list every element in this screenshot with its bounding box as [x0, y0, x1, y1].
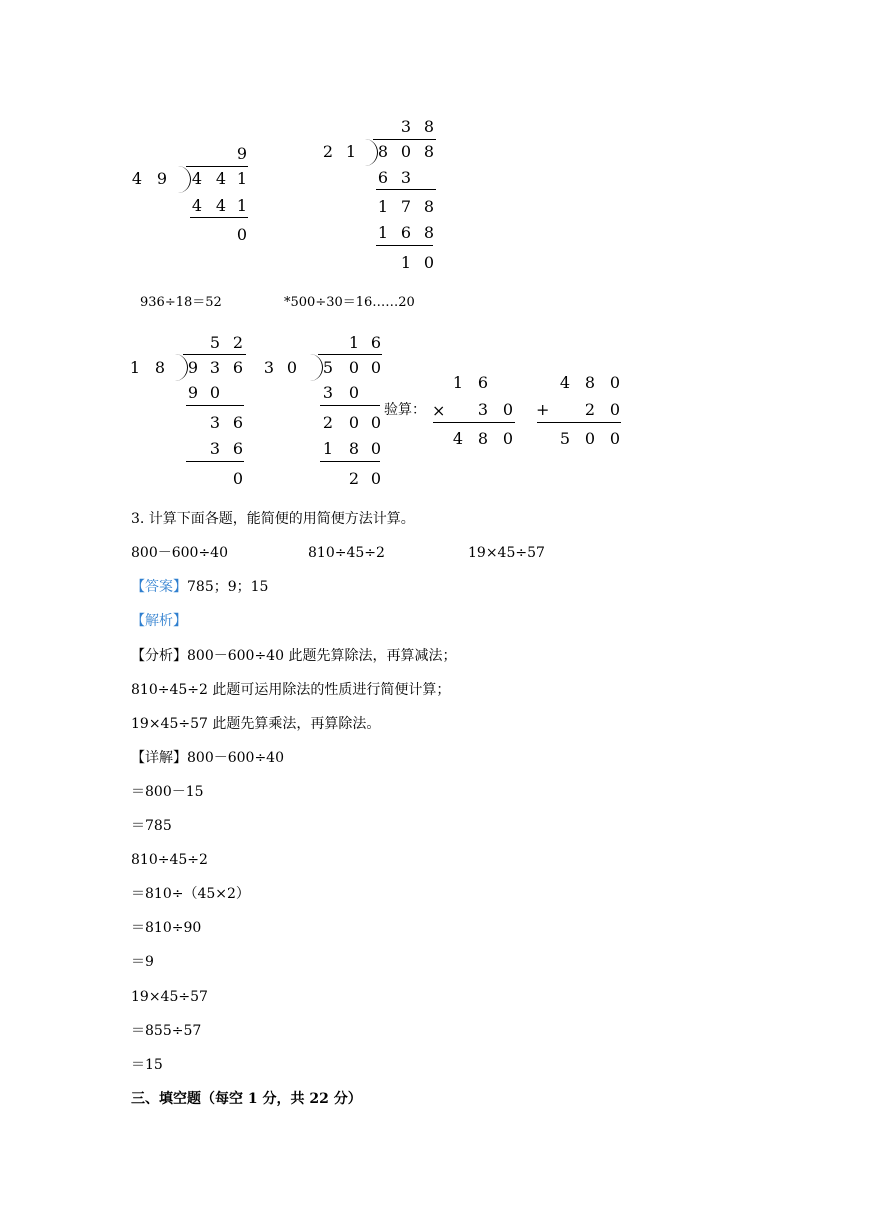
add-result-digit: 0	[609, 429, 621, 448]
mul-digit: 0	[502, 400, 514, 419]
divisor-digit: 0	[286, 358, 298, 377]
detail-line: ＝785	[131, 818, 172, 834]
divisor-digit: 1	[345, 142, 357, 161]
addition-line	[537, 422, 621, 423]
quotient-digit: 9	[236, 144, 248, 163]
answer-line	[131, 580, 268, 594]
step-digit: 1	[377, 223, 389, 242]
detail-line: ＝15	[131, 1057, 163, 1073]
mul-result-digit: 0	[502, 429, 514, 448]
detail-line: ＝9	[131, 954, 154, 970]
subtraction-line	[186, 405, 244, 406]
step-digit: 3	[209, 413, 221, 432]
dividend-digit: 4	[191, 169, 203, 188]
step-digit: 0	[370, 439, 382, 458]
add-digit: 2	[584, 400, 596, 419]
step-digit: 8	[423, 197, 435, 216]
dividend-digit: 1	[236, 169, 248, 188]
dividend-digit: 4	[215, 169, 227, 188]
question-3-title: 3. 计算下面各题，能简便的用简便方法计算。	[131, 511, 415, 527]
quotient-digit: 5	[209, 333, 221, 352]
step-digit: 0	[348, 383, 360, 402]
remainder-digit: 0	[236, 225, 248, 244]
mul-result-digit: 8	[477, 429, 489, 448]
subtraction-line	[320, 461, 380, 462]
step-digit: 0	[348, 413, 360, 432]
detail-line: 810÷45÷2	[131, 852, 208, 868]
quotient-digit: 2	[232, 333, 244, 352]
equation-936-div-18: 936÷18＝52	[140, 295, 222, 310]
step-digit: 8	[348, 439, 360, 458]
subtraction-line	[376, 189, 436, 190]
quotient-digit: 8	[423, 117, 435, 136]
mul-result-digit: 4	[452, 429, 464, 448]
mul-digit: 6	[477, 373, 489, 392]
analysis-line: 【分析】800－600÷40 此题先算除法，再算减法；	[131, 648, 457, 664]
step-digit: 3	[322, 383, 334, 402]
dividend-digit: 0	[370, 358, 382, 377]
step-digit: 6	[232, 413, 244, 432]
step-digit: 9	[187, 383, 199, 402]
step-digit: 7	[400, 197, 412, 216]
detail-line: ＝810÷90	[131, 920, 202, 936]
mul-digit: 3	[477, 400, 489, 419]
detail-line: ＝855÷57	[131, 1023, 202, 1039]
subtraction-line	[320, 405, 380, 406]
division-bar	[183, 354, 246, 355]
subtraction-line	[376, 245, 433, 246]
divisor-digit: 1	[129, 358, 141, 377]
mul-digit: 1	[452, 373, 464, 392]
division-bar	[186, 166, 248, 167]
step-digit: 6	[400, 223, 412, 242]
detail-line: ＝800－15	[131, 784, 204, 800]
step-digit: 4	[191, 196, 203, 215]
multiply-sign: ×	[432, 401, 446, 420]
quotient-digit: 1	[348, 333, 360, 352]
remainder-digit: 0	[370, 469, 382, 488]
remainder-digit: 1	[400, 253, 412, 272]
section-title: 三、填空题（每空 1 分，共 22 分）	[131, 1091, 362, 1107]
problem-item: 19×45÷57	[468, 545, 545, 561]
analysis-tag: 【解析】	[131, 613, 187, 629]
divisor-digit: 4	[131, 169, 143, 188]
divisor-digit: 8	[154, 358, 166, 377]
multiplication-line	[433, 422, 515, 423]
step-digit: 3	[209, 439, 221, 458]
step-digit: 1	[377, 197, 389, 216]
add-result-digit: 0	[584, 429, 596, 448]
remainder-digit: 0	[423, 253, 435, 272]
dividend-digit: 8	[377, 142, 389, 161]
step-digit: 6	[232, 439, 244, 458]
step-digit: 3	[400, 168, 412, 187]
analysis-line: 19×45÷57 此题先算乘法，再算除法。	[131, 716, 381, 732]
verification-label: 验算：	[384, 402, 426, 418]
problem-item: 800－600÷40	[131, 545, 228, 561]
dividend-digit: 0	[348, 358, 360, 377]
divisor-digit: 2	[322, 142, 334, 161]
step-digit: 8	[423, 223, 435, 242]
answer-tag: 【答案】	[131, 579, 187, 595]
division-bar	[318, 354, 382, 355]
dividend-digit: 9	[187, 358, 199, 377]
division-bar	[373, 139, 436, 140]
subtraction-line	[190, 217, 248, 218]
dividend-digit: 3	[209, 358, 221, 377]
step-digit: 1	[236, 196, 248, 215]
add-digit: 4	[559, 373, 571, 392]
add-result-digit: 5	[559, 429, 571, 448]
step-digit: 1	[322, 439, 334, 458]
dividend-digit: 6	[232, 358, 244, 377]
dividend-digit: 5	[322, 358, 334, 377]
subtraction-line	[186, 461, 244, 462]
divisor-digit: 3	[263, 358, 275, 377]
problem-item: 810÷45÷2	[308, 545, 385, 561]
analysis-line: 810÷45÷2 此题可运用除法的性质进行简便计算；	[131, 682, 451, 698]
dividend-digit: 8	[423, 142, 435, 161]
step-digit: 0	[209, 383, 221, 402]
detail-line: 19×45÷57	[131, 989, 208, 1005]
detail-line: ＝810÷（45×2）	[131, 886, 250, 902]
step-digit: 6	[377, 168, 389, 187]
divisor-digit: 9	[156, 169, 168, 188]
quotient-digit: 6	[370, 333, 382, 352]
remainder-digit: 2	[348, 469, 360, 488]
plus-sign: +	[536, 400, 550, 419]
step-digit: 4	[215, 196, 227, 215]
add-digit: 0	[609, 400, 621, 419]
dividend-digit: 0	[400, 142, 412, 161]
detail-line: 【详解】800－600÷40	[131, 750, 284, 766]
add-digit: 8	[584, 373, 596, 392]
quotient-digit: 3	[400, 117, 412, 136]
remainder-digit: 0	[232, 469, 244, 488]
add-digit: 0	[609, 373, 621, 392]
equation-500-div-30: *500÷30＝16……20	[284, 295, 415, 310]
answer-text: 785；9；15	[187, 579, 269, 595]
step-digit: 0	[370, 413, 382, 432]
step-digit: 2	[322, 413, 334, 432]
